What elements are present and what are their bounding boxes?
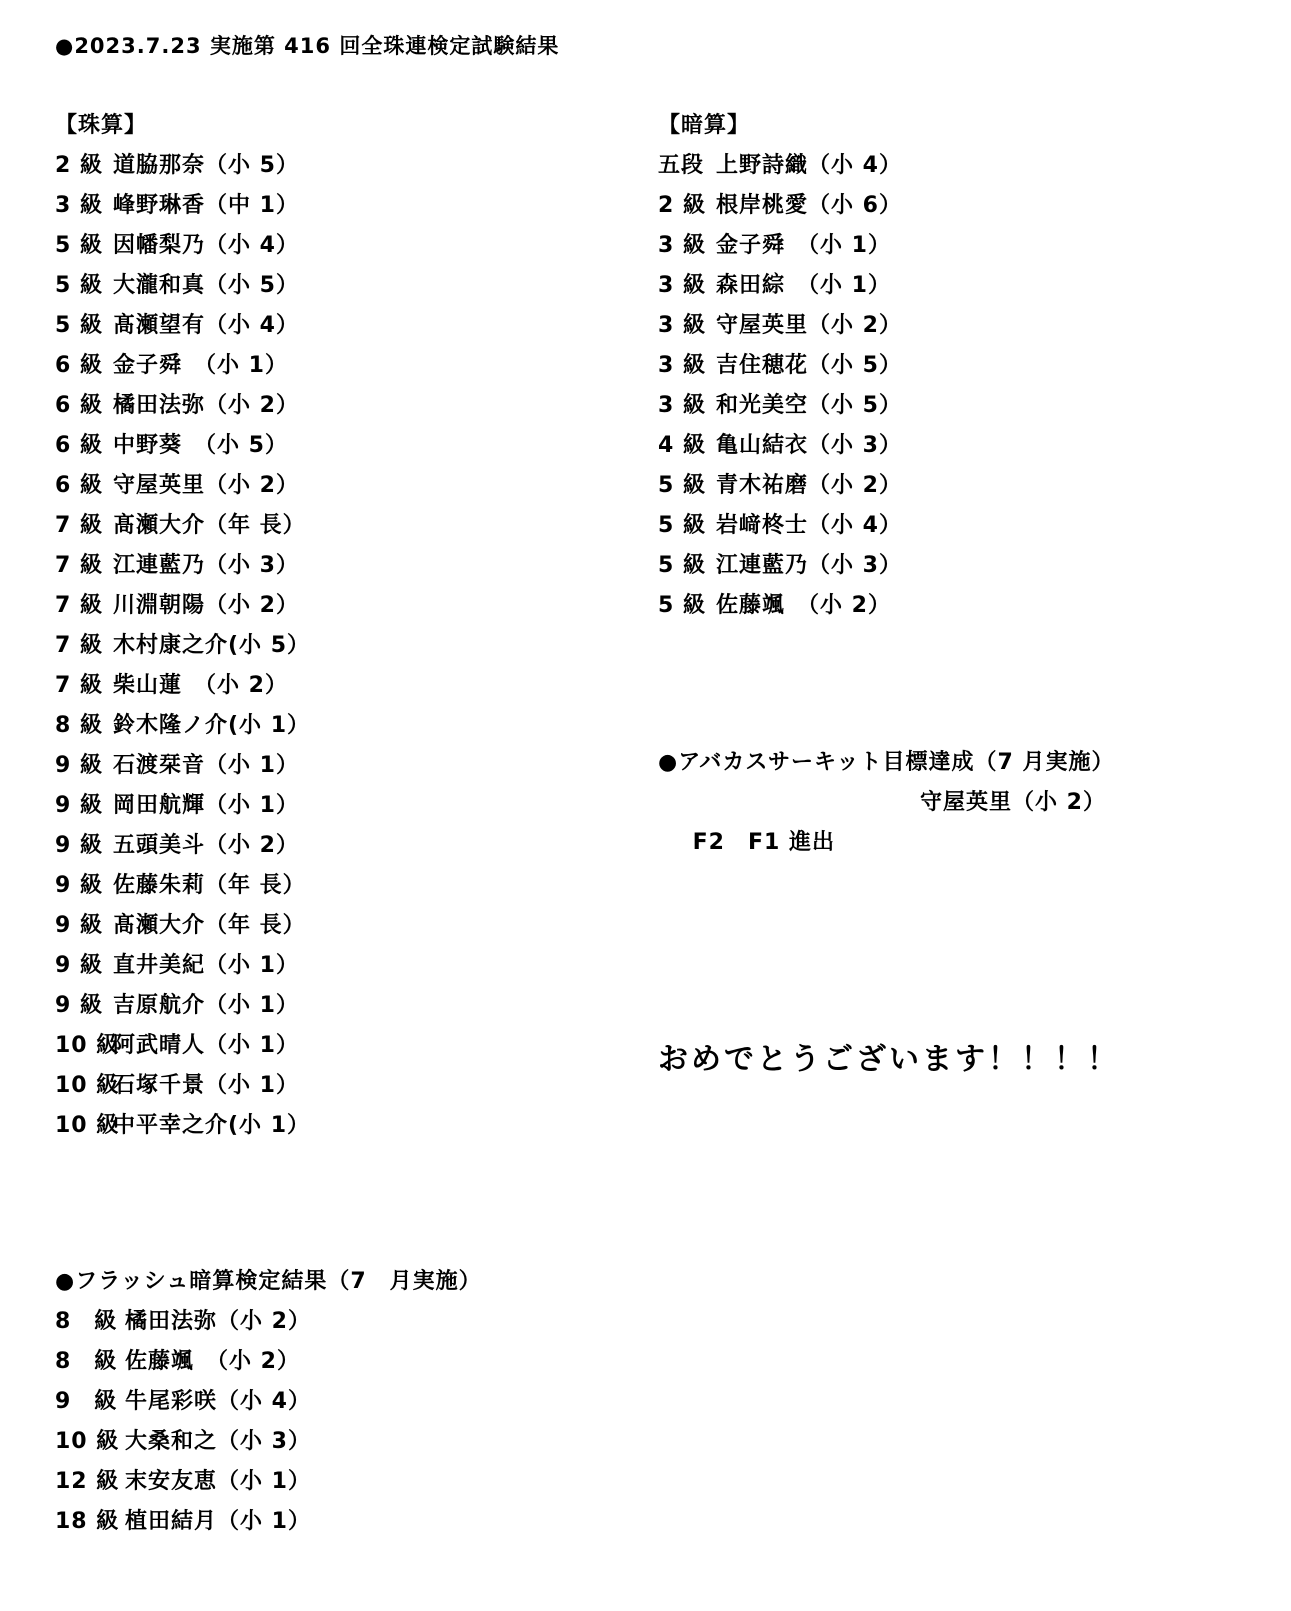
student-name: 上野詩織（小 4） <box>716 153 902 178</box>
student-name: 和光美空（小 5） <box>716 393 902 418</box>
circuit-section <box>658 743 1258 855</box>
student-name: 末安友恵（小 1） <box>125 1469 311 1494</box>
grade-level: 6 級 <box>55 353 103 378</box>
result-row <box>55 1026 310 1066</box>
result-row <box>55 746 310 786</box>
grade-level: 9 級 <box>55 873 103 898</box>
result-row <box>658 506 902 546</box>
grade-level: 9 級 <box>55 953 103 978</box>
result-row <box>55 266 310 306</box>
student-name: 吉住穂花（小 5） <box>716 353 902 378</box>
result-row <box>55 666 310 706</box>
circuit-heading: ●アバカスサーキット目標達成（7 月実施） <box>658 750 1115 775</box>
grade-level: 8 級 <box>55 713 103 738</box>
student-name: 植田結月（小 1） <box>125 1509 311 1534</box>
result-row <box>55 1302 482 1342</box>
student-name: 大瀧和真（小 5） <box>113 273 299 298</box>
grade-level: 3 級 <box>658 313 706 338</box>
grade-level: 3 級 <box>658 233 706 258</box>
grade-level: 5 級 <box>55 233 103 258</box>
grade-level: 9 級 <box>55 833 103 858</box>
result-row <box>55 1066 310 1106</box>
result-row <box>55 306 310 346</box>
grade-level: 7 級 <box>55 673 103 698</box>
result-row <box>658 346 902 386</box>
grade-level: 3 級 <box>658 393 706 418</box>
result-row <box>55 386 310 426</box>
result-row <box>55 1502 482 1542</box>
grade-level: 2 級 <box>658 193 706 218</box>
student-name: 髙瀬大介（年 長） <box>113 913 306 938</box>
result-row <box>658 546 902 586</box>
result-row <box>55 866 310 906</box>
student-name: 柴山蓮 （小 2） <box>113 673 288 698</box>
grade-level: 9 級 <box>55 993 103 1018</box>
grade-level: 5 級 <box>658 553 706 578</box>
student-name: 木村康之介(小 5） <box>113 633 311 658</box>
result-row <box>658 266 902 306</box>
student-name: 鈴木隆ノ介(小 1） <box>113 713 311 738</box>
student-name: 亀山結衣（小 3） <box>716 433 902 458</box>
grade-level: 9 級 <box>55 793 103 818</box>
student-name: 橘田法弥（小 2） <box>113 393 299 418</box>
grade-level: 9 級 <box>55 1389 118 1414</box>
document-title: ●2023.7.23 実施第 416 回全珠連検定試験結果 <box>55 34 560 58</box>
grade-level: 3 級 <box>55 193 103 218</box>
result-row <box>55 586 310 626</box>
student-name: 峰野琳香（中 1） <box>113 193 299 218</box>
result-row <box>55 226 310 266</box>
grade-level: 10 級 <box>55 1073 120 1098</box>
student-name: 江連藍乃（小 3） <box>716 553 902 578</box>
grade-level: 8 級 <box>55 1349 118 1374</box>
student-name: 阿武晴人（小 1） <box>113 1033 299 1058</box>
student-name: 石塚千景（小 1） <box>113 1073 299 1098</box>
grade-level: 12 級 <box>55 1469 120 1494</box>
result-row <box>55 1422 482 1462</box>
result-row <box>55 986 310 1026</box>
grade-level: 5 級 <box>55 273 103 298</box>
student-name: 橘田法弥（小 2） <box>125 1309 311 1334</box>
grade-level: 9 級 <box>55 753 103 778</box>
student-name: 守屋英里（小 2） <box>716 313 902 338</box>
result-row <box>55 626 310 666</box>
student-name: 吉原航介（小 1） <box>113 993 299 1018</box>
student-name: 根岸桃愛（小 6） <box>716 193 902 218</box>
grade-level: 3 級 <box>658 353 706 378</box>
grade-level: 5 級 <box>658 513 706 538</box>
result-row <box>55 506 310 546</box>
grade-level: 5 級 <box>55 313 103 338</box>
result-row <box>658 426 902 466</box>
student-name: 佐藤颯 （小 2） <box>716 593 891 618</box>
student-name: 守屋英里（小 2） <box>113 473 299 498</box>
grade-level: 18 級 <box>55 1509 120 1534</box>
student-name: 髙瀬大介（年 長） <box>113 513 306 538</box>
grade-level: 6 級 <box>55 433 103 458</box>
result-row <box>55 1106 310 1146</box>
flash-list <box>55 1302 482 1542</box>
grade-level: 五段 <box>658 153 705 178</box>
circuit-result: F2 F1 進出 <box>692 830 835 855</box>
result-row <box>55 346 310 386</box>
grade-level: 5 級 <box>658 473 706 498</box>
student-name: 金子舜 （小 1） <box>113 353 288 378</box>
result-row <box>658 386 902 426</box>
abacus-results-section <box>55 106 310 1146</box>
student-name: 佐藤朱莉（年 長） <box>113 873 306 898</box>
grade-level: 8 級 <box>55 1309 118 1334</box>
result-row <box>55 786 310 826</box>
mental-heading: 【暗算】 <box>658 113 751 138</box>
abacus-list <box>55 146 310 1146</box>
student-name: 金子舜 （小 1） <box>716 233 891 258</box>
student-name: 石渡栞音（小 1） <box>113 753 299 778</box>
result-row <box>55 706 310 746</box>
grade-level: 6 級 <box>55 393 103 418</box>
flash-heading: ●フラッシュ暗算検定結果（7 月実施） <box>55 1269 482 1294</box>
student-name: 五頭美斗（小 2） <box>113 833 299 858</box>
result-row <box>55 426 310 466</box>
circuit-name: 守屋英里（小 2） <box>920 790 1106 815</box>
result-row <box>55 826 310 866</box>
student-name: 牛尾彩咲（小 4） <box>125 1389 311 1414</box>
grade-level: 3 級 <box>658 273 706 298</box>
result-row <box>55 1462 482 1502</box>
student-name: 髙瀬望有（小 4） <box>113 313 299 338</box>
result-row <box>55 906 310 946</box>
grade-level: 10 級 <box>55 1429 120 1454</box>
result-row <box>55 546 310 586</box>
result-row <box>658 586 902 626</box>
student-name: 佐藤颯 （小 2） <box>125 1349 300 1374</box>
congratulations-message: おめでとうございます！！！！ <box>658 1042 1120 1077</box>
student-name: 岡田航輝（小 1） <box>113 793 299 818</box>
result-row <box>55 1382 482 1422</box>
mental-list <box>658 146 902 626</box>
student-name: 中平幸之介(小 1） <box>113 1113 311 1138</box>
student-name: 川淵朝陽（小 2） <box>113 593 299 618</box>
result-row <box>658 146 902 186</box>
result-row <box>55 186 310 226</box>
student-name: 江連藍乃（小 3） <box>113 553 299 578</box>
result-row <box>658 226 902 266</box>
grade-level: 6 級 <box>55 473 103 498</box>
grade-level: 10 級 <box>55 1033 120 1058</box>
student-name: 直井美紀（小 1） <box>113 953 299 978</box>
flash-results-section <box>55 1262 482 1542</box>
mental-results-section <box>658 106 902 626</box>
student-name: 大桑和之（小 3） <box>125 1429 311 1454</box>
result-row <box>658 306 902 346</box>
grade-level: 4 級 <box>658 433 706 458</box>
result-row <box>55 466 310 506</box>
student-name: 道脇那奈（小 5） <box>113 153 299 178</box>
result-row <box>658 466 902 506</box>
grade-level: 2 級 <box>55 153 103 178</box>
grade-level: 7 級 <box>55 633 103 658</box>
circuit-row <box>658 783 1258 855</box>
result-row <box>55 946 310 986</box>
student-name: 森田綜 （小 1） <box>716 273 891 298</box>
grade-level: 7 級 <box>55 553 103 578</box>
result-row <box>55 146 310 186</box>
grade-level: 7 級 <box>55 593 103 618</box>
student-name: 中野葵 （小 5） <box>113 433 288 458</box>
result-row <box>55 1342 482 1382</box>
result-row <box>658 186 902 226</box>
student-name: 青木祐磨（小 2） <box>716 473 902 498</box>
grade-level: 10 級 <box>55 1113 120 1138</box>
grade-level: 9 級 <box>55 913 103 938</box>
abacus-heading: 【珠算】 <box>55 113 148 138</box>
grade-level: 7 級 <box>55 513 103 538</box>
student-name: 因幡梨乃（小 4） <box>113 233 299 258</box>
student-name: 岩﨑柊士（小 4） <box>716 513 902 538</box>
grade-level: 5 級 <box>658 593 706 618</box>
